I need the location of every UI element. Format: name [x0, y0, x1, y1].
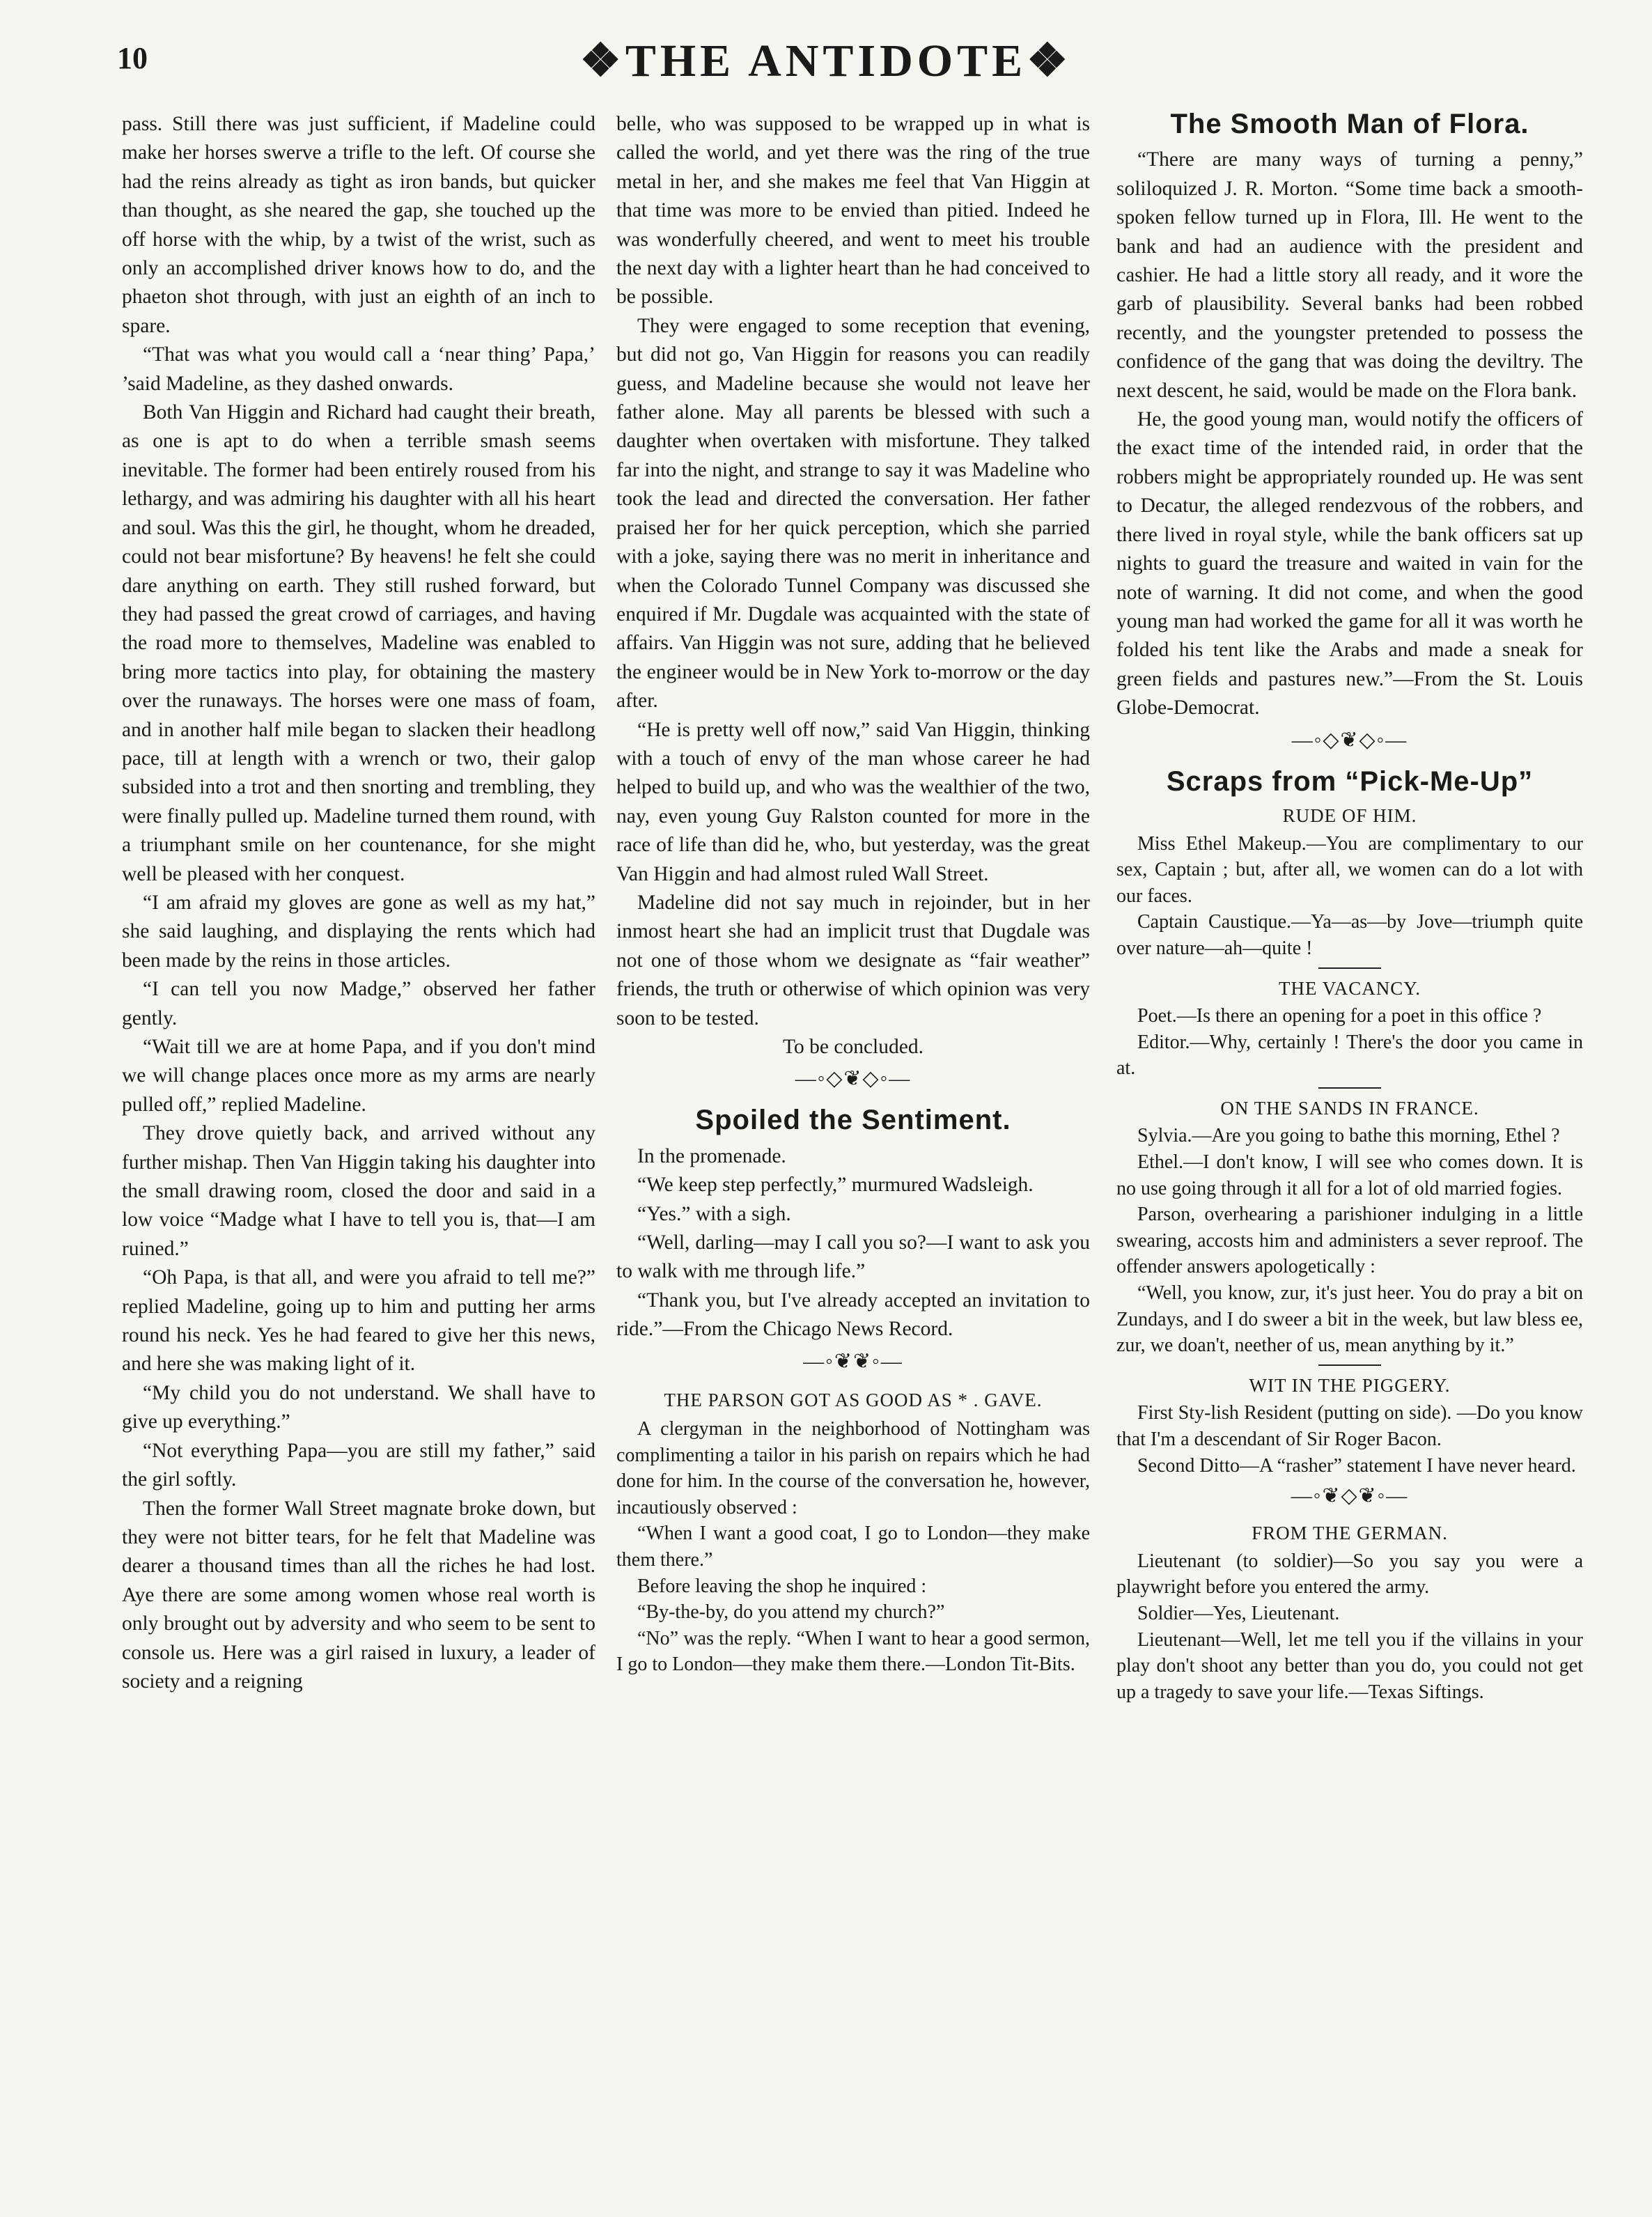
- paragraph: belle, who was supposed to be wrapped up in what is called the world, and yet there was the ring of the true metal in her, and she makes me feel that Van Higgin at that time was more to be envied than pitied. Indeed he was wonderfully cheered, and went to meet his trouble the next day with a lighter heart than he had conceived to be possible.: [616, 113, 1090, 309]
- paragraph: “Thank you, but I've already accepted an invitation to ride.”—From the Chicago News Record.: [616, 1289, 1090, 1341]
- paragraph: A clergyman in the neighborhood of Nottingham was complimenting a tailor in his parish on repairs which he had done for him. In the course of the conversation he, however, incautiously observed :: [616, 1418, 1090, 1518]
- paragraph: “Wait till we are at home Papa, and if you don't mind we will change places once more as my arms are nearly pulled off,” replied Madeline.: [122, 1036, 595, 1116]
- subheading-wit-in-piggery: WIT IN THE PIGGERY.: [1249, 1374, 1451, 1396]
- masthead-title: THE ANTIDOTE: [625, 36, 1027, 86]
- paragraph: “I can tell you now Madge,” observed her father gently.: [122, 978, 595, 1029]
- column-2: [616, 110, 1090, 1678]
- paragraph: “By-the-by, do you attend my church?”: [637, 1601, 945, 1624]
- paragraph: Second Ditto—A “rasher” statement I have never heard.: [1137, 1454, 1576, 1477]
- paragraph: Editor.—Why, certainly ! There's the door you came in at.: [1116, 1031, 1583, 1080]
- paragraph: They drove quietly back, and arrived without any further mishap. Then Van Higgin taking his daughter into the small drawing room, closed the door and said in a low voice “Madge what I have to tell you is, that—I am ruined.”: [122, 1122, 595, 1260]
- paragraph: Lieutenant (to soldier)—So you say you were a playwright before you entered the army.: [1116, 1550, 1583, 1598]
- section-ornament: —◦◇❦◇◦—: [795, 1067, 912, 1091]
- paragraph: Miss Ethel Makeup.—You are complimentary to our sex, Captain ; but, after all, we women can do a lot with our faces.: [1116, 832, 1583, 907]
- subheading-sands-in-france: ON THE SANDS IN FRANCE.: [1220, 1097, 1479, 1119]
- section-ornament: —◦❦◇❦◦—: [1291, 1484, 1409, 1508]
- paragraph: Poet.—Is there an opening for a poet in this office ?: [1137, 1005, 1542, 1027]
- paragraph: “Well, you know, zur, it's just heer. You do pray a bit on Zundays, and I do sweer a bit in the week, but law bless ee, zur, we doan't, neether of us, mean anything by it.”: [1116, 1282, 1583, 1357]
- paragraph: “I am afraid my gloves are gone as well as my hat,” she said laughing, and displaying the rents which had been made by the reins in those articles.: [122, 891, 595, 972]
- article-title-smooth-man: The Smooth Man of Flora.: [1170, 109, 1529, 139]
- masthead-ornament-right: ❖: [1027, 36, 1073, 86]
- paragraph: Then the former Wall Street magnate broke down, but they were not bitter tears, for he felt that Madeline was dearer a thousand times than all the riches he had lost. Aye there are some among women whose real worth is only brought out by adversity and who seem to be sent to console us. Here was a girl raised in luxury, a leader of society and a reigning: [122, 1497, 595, 1693]
- paragraph: pass. Still there was just sufficient, if Madeline could make her horses swerve a trifle to the left. Of course she had the reins already as tight as iron bands, but quicker than thought, as she neared the gap, she touched up the off horse with the whip, by a twist of the wrist, such as only an accomplished driver knows how to do, and the phaeton shot through, with just an eighth of an inch to spare.: [122, 113, 595, 337]
- paragraph: “That was what you would call a ‘near thing’ Papa,’ ’said Madeline, as they dashed onwards.: [122, 343, 595, 395]
- paragraph: “Not everything Papa—you are still my father,” said the girl softly.: [122, 1439, 595, 1491]
- section-ornament: —◦❦❦◦—: [803, 1349, 903, 1373]
- paragraph: “Well, darling—may I call you so?—I want to ask you to walk with me through life.”: [616, 1231, 1090, 1283]
- paragraph: “Oh Papa, is that all, and were you afraid to tell me?” replied Madeline, going up to him and putting her arms round his neck. Yes he had feared to give her this news, and here she was making light of it.: [122, 1266, 595, 1376]
- divider: [1318, 1364, 1381, 1366]
- paragraph: Both Van Higgin and Richard had caught their breath, as one is apt to do when a terrible smash seems inevitable. The former had been entirely roused from his lethargy, and was admiring his daughter with all his heart and soul. Was this the girl, he thought, whom he dreaded, could not bear misfortune? By heavens! he felt she could dare anything on earth. They still rushed forward, but they had passed the great crowd of carriages, and having the road more to themselves, Madeline was enabled to bring more tactics into play, for obtaining the mastery over the runaways. The horses were one mass of foam, and in another half mile began to slacken their headlong pace, till at length with a wrench or two, their galop subsided into a trot and then snorting and trembling, they were finally pulled up. Madeline turned them round, with a triumphant smile on her countenance, for she might well be pleased with her conquest.: [122, 401, 595, 885]
- divider: [1318, 967, 1381, 969]
- paragraph: Before leaving the shop he inquired :: [637, 1575, 927, 1597]
- paragraph: First Sty-lish Resident (putting on side). —Do you know that I'm a descendant of Sir Roger Bacon.: [1116, 1402, 1583, 1450]
- paragraph: In the promenade.: [637, 1144, 786, 1167]
- page-number: 10: [117, 41, 148, 75]
- article-title-parson: THE PARSON GOT AS GOOD AS * . GAVE.: [664, 1389, 1043, 1410]
- paragraph: Sylvia.—Are you going to bathe this morning, Ethel ?: [1137, 1125, 1560, 1147]
- subheading-rude-of-him: RUDE OF HIM.: [1282, 804, 1417, 826]
- paragraph: “He is pretty well off now,” said Van Higgin, thinking with a touch of envy of the man whose career he had helped to build up, and who was the wealthier of the two, nay, even young Guy Ralston counted for more in the race of life than did he, who, but yesterday, was the great Van Higgin and had almost ruled Wall Street.: [616, 718, 1090, 885]
- paragraph: Parson, overhearing a parishioner indulging in a little swearing, accosts him and administers a sever reproof. The offender answers apologetically :: [1116, 1204, 1583, 1278]
- paragraph: Soldier—Yes, Lieutenant.: [1137, 1602, 1340, 1624]
- to-be-concluded: To be concluded.: [783, 1036, 924, 1058]
- column-3: [1116, 110, 1583, 1705]
- section-ornament: —◦◇❦◇◦—: [1291, 728, 1408, 752]
- subheading-from-the-german: FROM THE GERMAN.: [1252, 1523, 1448, 1544]
- subheading-vacancy: THE VACANCY.: [1278, 977, 1421, 999]
- paragraph: Madeline did not say much in rejoinder, but in her inmost heart she had an implicit trust that Dugdale was not one of those whom we designate as “fair weather” friends, the truth or otherwise of which opinion was very soon to be tested.: [616, 891, 1090, 1029]
- masthead: [0, 33, 1652, 88]
- paragraph: “Yes.” with a sigh.: [637, 1202, 791, 1225]
- paragraph: They were engaged to some reception that evening, but did not go, Van Higgin for reasons you can readily guess, and Madeline because she would not leave her father alone. May all parents be blessed with such a daughter when overtaken with misfortune. They talked far into the night, and strange to say it was Madeline who took the lead and directed the conversation. Her father praised her for her quick perception, which she parried with a joke, saying there was no merit in inheritance and when the Colorado Tunnel Company was discussed she enquired if Mr. Dugdale was acquainted with the state of affairs. Van Higgin was not sure, adding that he believed the engineer would be in New York to-morrow or the day after.: [616, 314, 1090, 713]
- paragraph: “There are many ways of turning a penny,” soliloquized J. R. Morton. “Some time back a smooth-spoken fellow turned up in Flora, Ill. He went to the bank and had an audience with the president and cashier. He had a little story all ready, and it wore the garb of plausibility. Several banks had been robbed recently, and the youngster pretended to possess the confidence of the gang that was doing the deviltry. The next descent, he said, would be made on the Flora bank.: [1116, 148, 1583, 402]
- column-1: [122, 110, 595, 1696]
- article-title-spoiled-the-sentiment: Spoiled the Sentiment.: [695, 1105, 1011, 1136]
- paragraph: He, the good young man, would notify the officers of the exact time of the intended raid, in order that the robbers might be appropriately rounded up. He was sent to Decatur, the alleged rendezvous of the robbers, and there lived in royal style, while the bank officers sat up nights to guard the treasure and waited in vain for the note of warning. It did not come, and when the good young man had worked the game for all it was worth he folded his tent like the Arabs and made a sneak for green fields and pastures new.”—From the St. Louis Globe-Democrat.: [1116, 408, 1583, 719]
- paragraph: “No” was the reply. “When I want to hear a good sermon, I go to London—they make them there.—London Tit-Bits.: [616, 1627, 1090, 1676]
- paragraph: Ethel.—I don't know, I will see who comes down. It is no use going through it all for a lot of old married fogies.: [1116, 1151, 1583, 1199]
- article-title-scraps: Scraps from “Pick-Me-Up”: [1166, 765, 1534, 797]
- paragraph: “When I want a good coat, I go to London—they make them there.”: [616, 1523, 1090, 1571]
- paragraph: “We keep step perfectly,” murmured Wadsleigh.: [637, 1174, 1034, 1197]
- masthead-ornament-left: ❖: [579, 36, 625, 86]
- paragraph: Lieutenant—Well, let me tell you if the villains in your play don't shoot any better than you do, you could not get up a tragedy to save your life.—Texas Siftings.: [1116, 1628, 1583, 1703]
- paragraph: “My child you do not understand. We shall have to give up everything.”: [122, 1381, 595, 1433]
- paragraph: Captain Caustique.—Ya—as—by Jove—triumph quite over nature—ah—quite !: [1116, 911, 1583, 959]
- divider: [1318, 1087, 1381, 1089]
